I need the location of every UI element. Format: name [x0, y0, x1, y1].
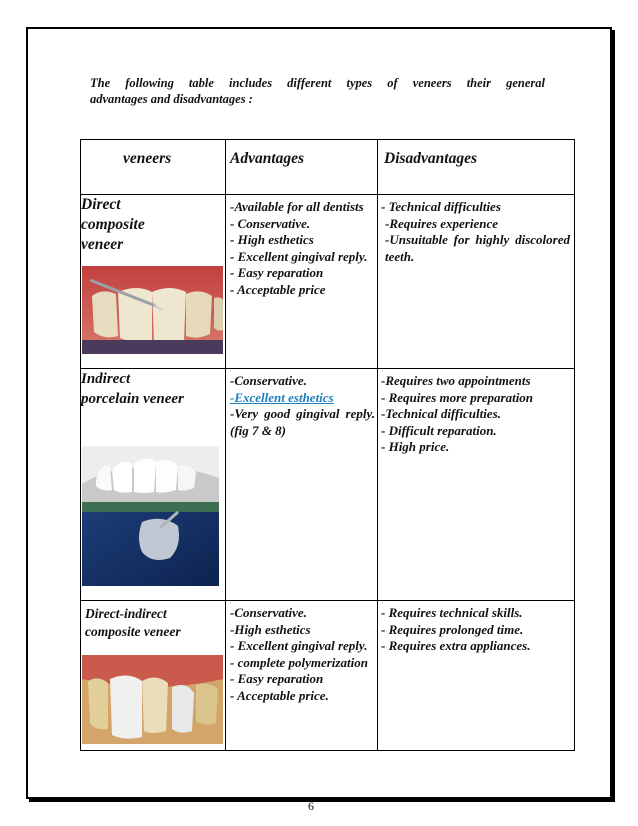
page-number: 6 [308, 799, 314, 813]
veneer-name-indirect-porcelain: Indirect porcelain veneer [81, 369, 226, 601]
porcelain-veneer-model-photo [82, 446, 219, 502]
table-header-row [81, 140, 575, 195]
header-disadvantages: Disadvantages [378, 140, 575, 195]
excellent-esthetics-link[interactable]: -Excellent esthetics [230, 389, 334, 405]
porcelain-veneer-shell-photo [82, 502, 219, 586]
direct-indirect-photo [82, 655, 223, 744]
advantages-cell: -Available for all dentists - Conservative. - High esthetics - Excellent gingival reply. - Easy reparation - Acceptable price [226, 195, 378, 369]
intro-paragraph [90, 75, 545, 107]
header-advantages: Advantages [226, 140, 378, 195]
header-veneers: veneers [81, 140, 226, 195]
advantages-cell: -Conservative. -High esthetics - Excellent gingival reply. - complete polymerization - Easy reparation - Acceptable price. [226, 601, 378, 751]
intro-line-2: advantages and disadvantages : [90, 92, 253, 106]
intro-line-1: The following table includes different types of veneers their general [90, 76, 545, 90]
disadvantages-cell: -Requires two appointments - Requires more preparation -Technical difficulties. - Difficult reparation. - High price. [378, 369, 575, 601]
disadvantages-cell: - Requires technical skills. - Requires prolonged time. - Requires extra appliances. [378, 601, 575, 751]
advantages-cell: -Conservative. -Excellent esthetics -Very good gingival reply. (fig 7 & 8) [226, 369, 378, 601]
veneer-name-direct-composite: Direct composite veneer [81, 195, 226, 369]
disadvantages-cell: - Technical difficulties -Requires experience -Unsuitable for highly discolored teeth. [378, 195, 575, 369]
veneer-name-direct-indirect: Direct-indirect composite veneer [81, 601, 226, 751]
direct-composite-photo [82, 266, 223, 354]
